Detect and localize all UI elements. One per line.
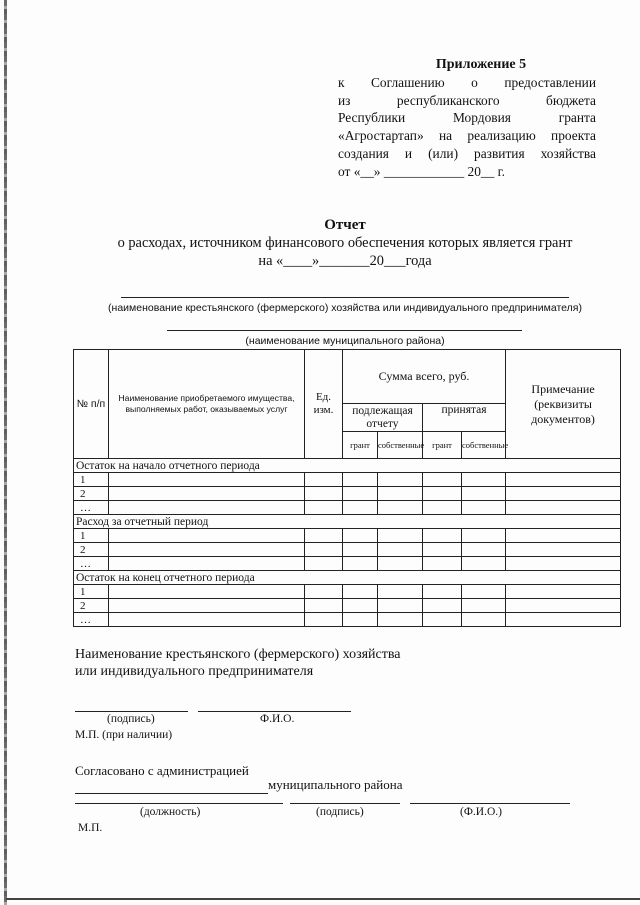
col-header-accepted: принятая xyxy=(423,404,506,432)
position-caption: (должность) xyxy=(140,806,201,818)
row-number: … xyxy=(74,613,109,627)
col-header-own: собственные xyxy=(462,432,506,459)
appendix-title: Приложение 5 xyxy=(435,57,527,72)
appendix-line: «Агростартап» на реализацию проекта xyxy=(338,128,596,144)
signature-caption: (подпись) xyxy=(107,713,155,725)
col-header-reportable: подлежащая отчету xyxy=(343,404,423,432)
district-caption: (наименование муниципального района) xyxy=(245,335,445,347)
row-number: 2 xyxy=(74,599,109,613)
appendix-line: Республики Мордовия гранта xyxy=(338,110,596,126)
scan-edge-bottom xyxy=(6,898,640,900)
footer-farm-line-1: Наименование крестьянского (фермерского) хозяйства xyxy=(75,647,401,662)
signature2-caption: (подпись) xyxy=(316,806,364,818)
stamp-label: М.П. xyxy=(78,822,103,834)
row-number: … xyxy=(74,501,109,515)
footer-farm-line-2: или индивидуального предпринимателя xyxy=(75,664,314,679)
agreed-label: Согласовано с администрацией xyxy=(75,763,249,778)
col-header-grant: грант xyxy=(343,432,378,459)
report-table xyxy=(73,349,621,627)
col-header-name: Наименование приобретаемого имущества, выполняемых работ, оказываемых услуг xyxy=(109,350,305,459)
section-period-expense: Расход за отчетный период xyxy=(74,515,621,529)
appendix-line: из республиканского бюджета xyxy=(338,92,596,108)
scan-edge-left xyxy=(4,0,7,905)
farm-name-caption: (наименование крестьянского (фермерского) хозяйства или индивидуального предпринимателя) xyxy=(108,302,582,314)
district-suffix: муниципального района xyxy=(268,777,403,792)
report-date-line: на «____»_______20___года xyxy=(258,253,432,269)
appendix-line: к Соглашению о предоставлении xyxy=(338,74,596,90)
col-header-number: № п/п xyxy=(74,350,109,459)
position-fill-line xyxy=(75,803,283,804)
row-number: 1 xyxy=(74,585,109,599)
row-number: … xyxy=(74,557,109,571)
fio-caption: Ф.И.О. xyxy=(260,713,295,725)
section-closing-balance: Остаток на конец отчетного периода xyxy=(74,571,621,585)
district-fill-line xyxy=(167,330,522,331)
col-header-own: собственные xyxy=(378,432,423,459)
report-heading xyxy=(60,216,630,270)
col-header-sum: Сумма всего, руб. xyxy=(343,350,506,404)
fio2-caption: (Ф.И.О.) xyxy=(460,806,502,818)
col-header-unit: Ед. изм. xyxy=(305,350,343,459)
section-opening-balance: Остаток на начало отчетного периода xyxy=(74,459,621,473)
row-number: 1 xyxy=(74,473,109,487)
col-header-note: Примечание (реквизиты документов) xyxy=(506,350,621,459)
appendix-line: от «__» ____________ 20__ г. xyxy=(338,163,505,179)
report-subtitle: о расходах, источником финансового обеспечения которых является грант xyxy=(117,235,573,251)
signature-fill-line xyxy=(75,711,188,712)
report-title: Отчет xyxy=(324,217,366,233)
stamp-optional: М.П. (при наличии) xyxy=(75,729,173,741)
signature2-fill-line xyxy=(290,803,400,804)
farm-name-fill-line xyxy=(121,297,569,298)
appendix-body xyxy=(338,74,596,181)
row-number: 1 xyxy=(74,529,109,543)
district-admin-fill-line xyxy=(75,793,268,794)
col-header-grant: грант xyxy=(423,432,462,459)
fio2-fill-line xyxy=(410,803,570,804)
appendix-block xyxy=(338,56,596,181)
row-number: 2 xyxy=(74,543,109,557)
appendix-line: создания и (или) развития хозяйства xyxy=(338,145,596,161)
row-number: 2 xyxy=(74,487,109,501)
fio-fill-line xyxy=(198,711,351,712)
